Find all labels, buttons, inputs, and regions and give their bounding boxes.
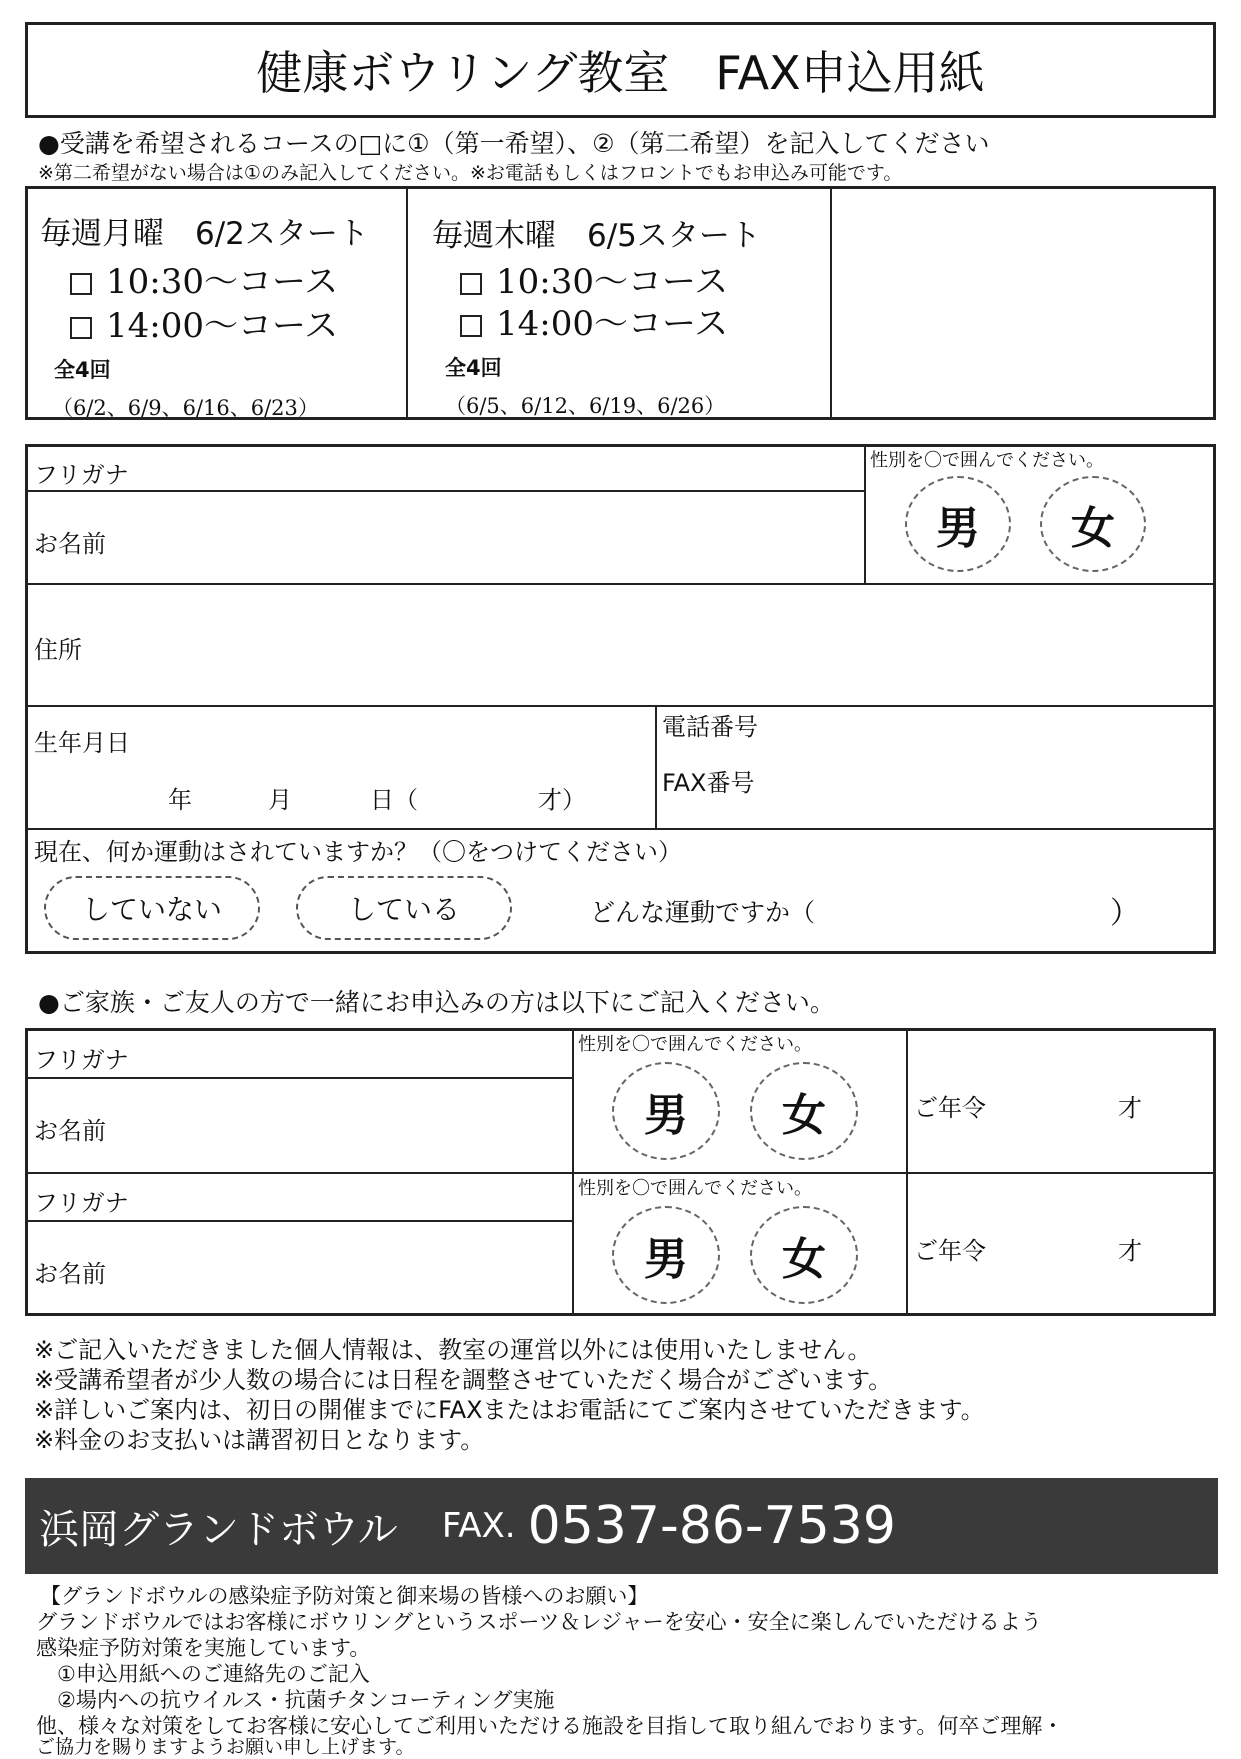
- course-1-option-1-label: 10:30～コース: [106, 262, 339, 302]
- footer-item-1: ①申込用紙へのご連絡先のご記入: [36, 1662, 370, 1686]
- note-1: ※ご記入いただきました個人情報は、教室の運営以外には使用いたしません。: [34, 1336, 872, 1364]
- footer-line-4: ご協力を賜りますようお願い申し上げます。: [36, 1736, 415, 1758]
- gender-female-option[interactable]: 女: [1040, 476, 1146, 572]
- companion-2-age-suffix: 才: [1118, 1237, 1142, 1265]
- instruction-line-2: ※第二希望がない場合は①のみ記入してください。※お電話もしくはフロントでもお申込み可能です。: [38, 162, 903, 184]
- course-divider-1: [406, 186, 408, 420]
- age-label: 才）: [538, 786, 586, 814]
- companion-2-female-option[interactable]: 女: [750, 1206, 858, 1304]
- not-exercising-option[interactable]: していない: [44, 876, 260, 940]
- name-underline: [25, 583, 1216, 585]
- course-1-heading: 毎週月曜 6/2スタート: [40, 216, 369, 252]
- what-exercise-close: ）: [1110, 896, 1140, 931]
- course-2-heading: 毎週木曜 6/5スタート: [432, 218, 761, 254]
- contact-banner: [25, 1478, 1218, 1574]
- gender-instruction: 性別を〇で囲んでください。: [870, 450, 1104, 471]
- companion-1-male-option[interactable]: 男: [612, 1062, 720, 1160]
- course-1-total: 全4回: [54, 358, 111, 382]
- course-2-option-2[interactable]: [460, 296, 728, 345]
- phone-field[interactable]: 電話番号: [662, 713, 758, 741]
- course-2-option-1-checkbox[interactable]: [460, 273, 482, 295]
- birth-day-label: 日（: [370, 786, 418, 814]
- companion-1-female-option[interactable]: 女: [750, 1062, 858, 1160]
- address-underline: [25, 705, 1216, 707]
- companion-1-furigana-field[interactable]: フリガナ: [34, 1046, 129, 1074]
- course-2-option-2-checkbox[interactable]: [460, 315, 482, 337]
- companion-1-age-field[interactable]: ご年令: [914, 1094, 986, 1122]
- course-1-option-2-checkbox[interactable]: [70, 317, 92, 339]
- footer-line-2: 感染症予防対策を実施しています。: [36, 1636, 371, 1660]
- companion-2-furigana-field[interactable]: フリガナ: [34, 1189, 129, 1217]
- gender-divider: [864, 444, 866, 584]
- companion-2-gender-instruction: 性別を〇で囲んでください。: [578, 1178, 812, 1199]
- page-title: 健康ボウリング教室 FAX申込用紙: [256, 46, 985, 100]
- companion-2-name-field[interactable]: お名前: [34, 1260, 106, 1288]
- gender-male-option[interactable]: 男: [905, 476, 1011, 572]
- note-2: ※受講希望者が少人数の場合には日程を調整させていただく場合がございます。: [34, 1366, 893, 1394]
- fax-number: 0537-86-7539: [527, 1496, 896, 1556]
- title-box: [25, 22, 1216, 118]
- companion-2-male-option[interactable]: 男: [612, 1206, 720, 1304]
- furigana-underline: [25, 490, 865, 492]
- note-3: ※詳しいご案内は、初日の開催までにFAXまたはお電話にてご案内させていただきます。: [34, 1396, 985, 1424]
- course-2-total: 全4回: [445, 356, 502, 380]
- birth-year-label: 年: [168, 786, 192, 814]
- furigana-field[interactable]: フリガナ: [34, 461, 129, 489]
- course-1-option-1-checkbox[interactable]: [70, 273, 92, 295]
- companion-2-furigana-underline: [25, 1220, 573, 1222]
- address-field[interactable]: 住所: [34, 636, 82, 664]
- course-1-dates: （6/2、6/9、6/16、6/23）: [52, 396, 319, 420]
- exercise-question: 現在、何か運動はされていますか？（〇をつけてください）: [34, 838, 682, 866]
- companion-2-age-field[interactable]: ご年令: [914, 1237, 986, 1265]
- course-2-dates: （6/5、6/12、6/19、6/26）: [445, 394, 726, 418]
- instruction-line-1: ●受講を希望されるコースの□に①（第一希望）、②（第二希望）を記入してください: [38, 129, 990, 158]
- name-field[interactable]: お名前: [34, 530, 106, 558]
- bowling-center-name: 浜岡グランドボウル: [39, 1506, 398, 1553]
- footer-line-3: 他、様々な対策をしてお客様に安心してご利用いただける施設を目指して取り組んでおります。何卒ご理解・: [36, 1714, 1064, 1738]
- footer-heading: 【グランドボウルの感染症予防対策と御来場の皆様へのお願い】: [40, 1584, 649, 1608]
- what-exercise-field[interactable]: どんな運動ですか（: [590, 898, 816, 927]
- fax-field[interactable]: FAX番号: [662, 769, 755, 797]
- companion-1-name-field[interactable]: お名前: [34, 1117, 106, 1145]
- course-1-option-2-label: 14:00～コース: [106, 306, 339, 346]
- course-2-option-1-label: 10:30～コース: [496, 262, 729, 302]
- fax-prefix: FAX.: [441, 1506, 516, 1546]
- birthdate-field[interactable]: 生年月日: [34, 729, 130, 757]
- companion-1-furigana-underline: [25, 1077, 573, 1079]
- companions-intro: ●ご家族・ご友人の方で一緒にお申込みの方は以下にご記入ください。: [38, 988, 835, 1017]
- birthdate-underline: [25, 828, 1216, 830]
- companion-1-gender-instruction: 性別を〇で囲んでください。: [578, 1034, 812, 1055]
- exercising-option[interactable]: している: [296, 876, 512, 940]
- course-1-option-1[interactable]: [70, 254, 338, 303]
- birth-month-label: 月: [268, 786, 292, 814]
- phone-divider: [655, 705, 657, 829]
- footer-item-2: ②場内への抗ウイルス・抗菌チタンコーティング実施: [36, 1688, 555, 1712]
- course-divider-2: [830, 186, 832, 420]
- course-1-option-2[interactable]: [70, 298, 338, 347]
- footer-line-1: グランドボウルではお客様にボウリングというスポーツ＆レジャーを安心・安全に楽しんでいただけるよう: [36, 1610, 1042, 1634]
- companion-1-age-suffix: 才: [1118, 1094, 1142, 1122]
- note-4: ※料金のお支払いは講習初日となります。: [34, 1426, 485, 1454]
- course-2-option-2-label: 14:00～コース: [496, 304, 729, 344]
